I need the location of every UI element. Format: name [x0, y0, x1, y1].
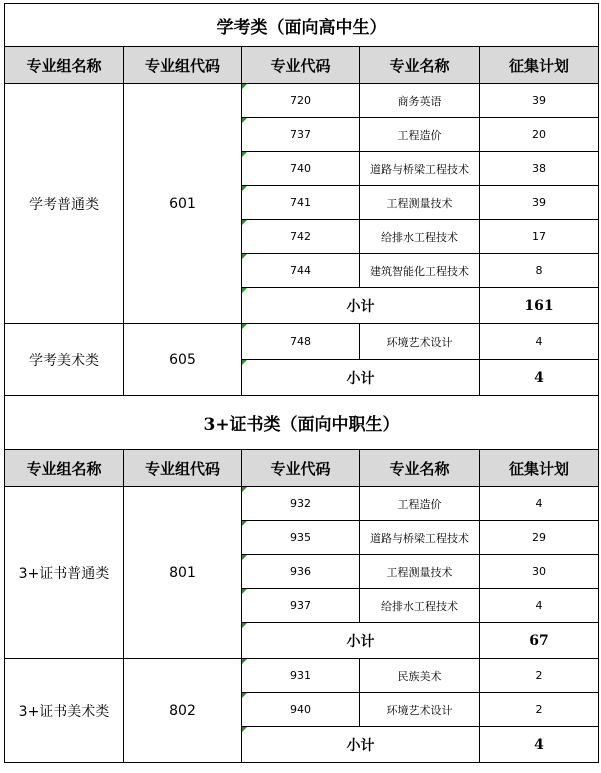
- table-row: [5, 659, 599, 693]
- subtotal-value: 67: [480, 623, 599, 659]
- subtotal-value: 4: [480, 727, 599, 763]
- major-code: 931: [242, 659, 360, 693]
- subtotal-label: 小计: [242, 288, 480, 324]
- major-code: 720: [242, 84, 360, 118]
- major-code: 740: [242, 152, 360, 186]
- major-plan: 2: [480, 659, 599, 693]
- major-plan: 30: [480, 555, 599, 589]
- major-name: 给排水工程技术: [360, 589, 480, 623]
- major-plan: 29: [480, 521, 599, 555]
- recruitment-plan-table: [4, 3, 599, 763]
- major-code: 741: [242, 186, 360, 220]
- major-name: 建筑智能化工程技术: [360, 254, 480, 288]
- major-code: 737: [242, 118, 360, 152]
- major-code: 935: [242, 521, 360, 555]
- header-plan: 征集计划: [480, 450, 599, 487]
- major-name: 环境艺术设计: [360, 324, 480, 360]
- header-major-code: 专业代码: [242, 47, 360, 84]
- major-name: 工程造价: [360, 118, 480, 152]
- major-name: 道路与桥梁工程技术: [360, 152, 480, 186]
- major-code: 937: [242, 589, 360, 623]
- table-row: [5, 487, 599, 521]
- header-group-name: 专业组名称: [5, 450, 124, 487]
- group-code: 605: [124, 324, 242, 396]
- major-plan: 20: [480, 118, 599, 152]
- section-title: 学考类（面向高中生）: [5, 4, 599, 47]
- group-code: 601: [124, 84, 242, 324]
- major-code: 742: [242, 220, 360, 254]
- header-major-name: 专业名称: [360, 47, 480, 84]
- major-name: 商务英语: [360, 84, 480, 118]
- subtotal-label: 小计: [242, 360, 480, 396]
- major-plan: 39: [480, 186, 599, 220]
- major-name: 道路与桥梁工程技术: [360, 521, 480, 555]
- section-title: 3+证书类（面向中职生）: [5, 396, 599, 450]
- major-plan: 2: [480, 693, 599, 727]
- major-code: 936: [242, 555, 360, 589]
- group-name: 学考普通类: [5, 84, 124, 324]
- major-name: 工程测量技术: [360, 186, 480, 220]
- major-name: 工程造价: [360, 487, 480, 521]
- group-name: 3+证书美术类: [5, 659, 124, 763]
- header-major-name: 专业名称: [360, 450, 480, 487]
- section-title-row: [5, 396, 599, 450]
- table-row: [5, 84, 599, 118]
- header-group-code: 专业组代码: [124, 450, 242, 487]
- major-code: 932: [242, 487, 360, 521]
- header-group-name: 专业组名称: [5, 47, 124, 84]
- subtotal-label: 小计: [242, 727, 480, 763]
- major-plan: 8: [480, 254, 599, 288]
- header-group-code: 专业组代码: [124, 47, 242, 84]
- major-plan: 4: [480, 487, 599, 521]
- major-code: 748: [242, 324, 360, 360]
- group-code: 801: [124, 487, 242, 659]
- header-major-code: 专业代码: [242, 450, 360, 487]
- major-plan: 4: [480, 589, 599, 623]
- subtotal-label: 小计: [242, 623, 480, 659]
- major-code: 940: [242, 693, 360, 727]
- header-plan: 征集计划: [480, 47, 599, 84]
- section-title-row: [5, 4, 599, 47]
- major-plan: 17: [480, 220, 599, 254]
- major-plan: 39: [480, 84, 599, 118]
- major-name: 给排水工程技术: [360, 220, 480, 254]
- header-row: [5, 47, 599, 84]
- group-name: 学考美术类: [5, 324, 124, 396]
- group-name: 3+证书普通类: [5, 487, 124, 659]
- major-plan: 4: [480, 324, 599, 360]
- subtotal-value: 161: [480, 288, 599, 324]
- major-code: 744: [242, 254, 360, 288]
- major-plan: 38: [480, 152, 599, 186]
- group-code: 802: [124, 659, 242, 763]
- subtotal-value: 4: [480, 360, 599, 396]
- major-name: 民族美术: [360, 659, 480, 693]
- major-name: 工程测量技术: [360, 555, 480, 589]
- major-name: 环境艺术设计: [360, 693, 480, 727]
- header-row: [5, 450, 599, 487]
- table-row: [5, 324, 599, 360]
